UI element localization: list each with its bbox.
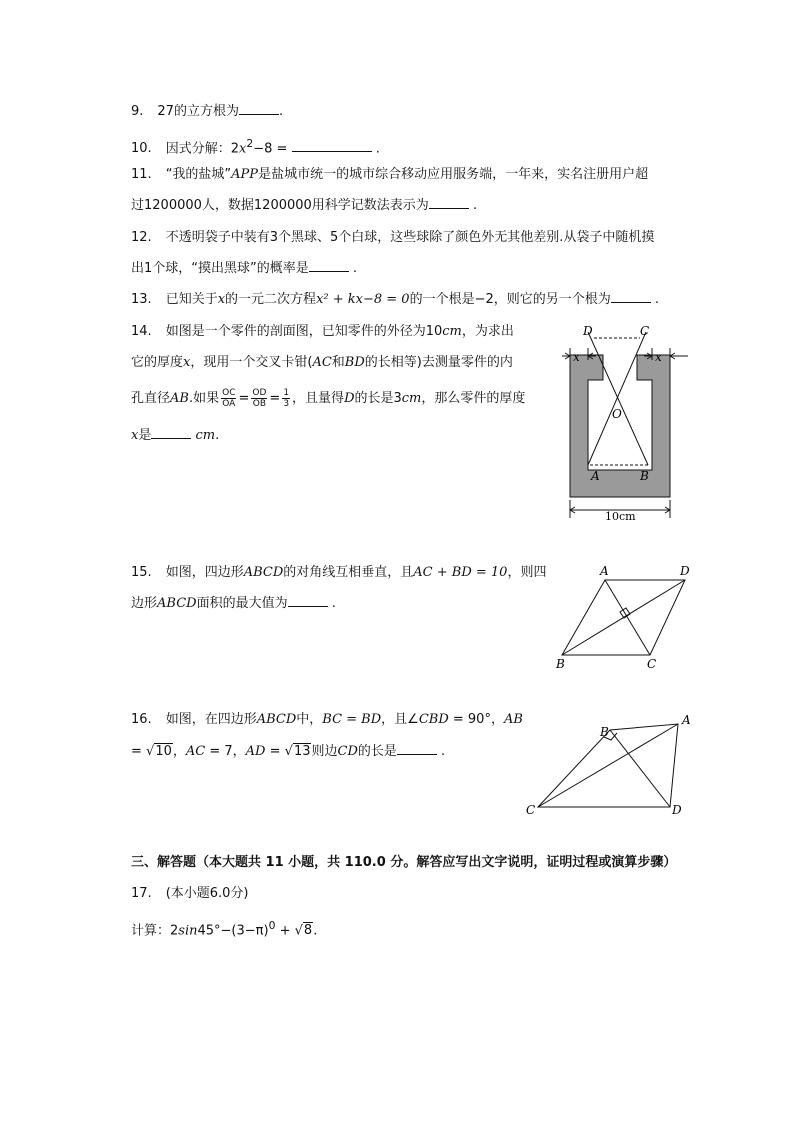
label-b: B <box>640 469 649 483</box>
label-x-left: x <box>573 350 580 364</box>
label-d: D <box>680 564 690 578</box>
fraction-od-ob: $\frac{OD}{OB}$ <box>252 388 267 409</box>
diagonal-bd <box>610 730 670 807</box>
question-15: 15. 如图，四边形ABCD的对角线互相垂直，且AC + BD = 10，则四 <box>131 565 547 580</box>
section-heading: 三、解答题（本大题共 11 小题，共 110.0 分。解答应写出文字说明，证明过程或演算步骤） <box>131 855 677 870</box>
label-b: B <box>600 725 609 739</box>
answer-blank <box>429 198 469 209</box>
label-d: D <box>583 324 593 338</box>
part-section <box>570 355 670 497</box>
answer-blank <box>288 596 328 607</box>
question-14-line-4: x是 cm. <box>131 428 220 443</box>
question-number: 9. <box>131 104 144 119</box>
label-b: B <box>556 657 565 671</box>
figure-quadrilateral-q15 <box>550 560 700 675</box>
question-14-line-2: 它的厚度x，现用一个交叉卡钳(AC和BD的长相等)去测量零件的内 <box>131 355 513 370</box>
fraction-oc-oa: $\frac{OC}{OA}$ <box>222 388 236 409</box>
question-13: 13. 已知关于x的一元二次方程x² + kx−8 = 0的一个根是−2，则它的另一个根为 . <box>131 292 660 307</box>
question-17-line-2: 计算：$2\sin 45^\circ-(3-\pi)^0 + √8$. <box>131 919 318 939</box>
question-10: 10. 因式分解：$2x^2-8$ = . <box>131 137 380 157</box>
label-a: A <box>591 469 600 483</box>
question-number: 14. <box>131 324 152 339</box>
figure-part-cross-section <box>560 320 700 525</box>
question-14-line-3: 孔直径AB.如果 $\frac{OC}{OA}$ = $\frac{OD}{OB}$ = $\frac{1}{3}$ ，且量得D的长是3cm，那么零件的厚度 <box>131 388 526 409</box>
question-number: 17. <box>131 886 152 901</box>
arrow <box>562 353 570 359</box>
label-c: C <box>526 803 536 817</box>
question-number: 12. <box>131 230 152 245</box>
label-width: 10cm <box>605 510 636 523</box>
diagonal-ac <box>605 580 650 655</box>
answer-blank <box>151 428 191 439</box>
answer-blank <box>239 104 279 115</box>
answer-blank <box>292 141 372 152</box>
fraction-one-third: $\frac{1}{3}$ <box>283 388 290 409</box>
label-a: A <box>682 713 691 727</box>
question-12-line-2: 出1个球，“摸出黑球”的概率是 . <box>131 261 358 276</box>
question-17: 17. (本小题6.0分) <box>131 886 249 901</box>
label-a: A <box>600 564 609 578</box>
label-d: D <box>672 803 682 817</box>
label-c: C <box>640 324 650 338</box>
arrow <box>670 353 688 359</box>
question-14: 14. 如图是一个零件的剖面图，已知零件的外径为10cm，为求出 <box>131 324 514 339</box>
question-number: 11. <box>131 167 152 182</box>
label-c: C <box>647 657 657 671</box>
answer-blank <box>397 744 437 755</box>
question-9: 9. 27的立方根为 . <box>131 104 284 119</box>
answer-blank <box>309 261 349 272</box>
question-15-line-2: 边形ABCD面积的最大值为 . <box>131 596 336 611</box>
figure-quadrilateral-q16 <box>520 710 700 820</box>
question-16-line-2: = √10，AC = 7，AD = √13则边CD的长是 . <box>131 744 446 759</box>
question-number: 10. <box>131 141 152 157</box>
question-12: 12. 不透明袋子中装有3个黑球、5个白球，这些球除了颜色外无其他差别.从袋子中随机摸 <box>131 230 655 245</box>
answer-blank <box>611 292 651 303</box>
label-o: O <box>612 407 622 421</box>
question-11: 11. “我的盐城”APP是盐城市统一的城市综合移动应用服务端，一年来，实名注册用户超 <box>131 167 649 182</box>
question-number: 13. <box>131 292 152 307</box>
question-number: 16. <box>131 712 152 727</box>
question-number: 15. <box>131 565 152 580</box>
question-16: 16. 如图，在四边形ABCD中，BC = BD，且∠CBD = 90°，AB <box>131 712 523 727</box>
question-11-line-2: 过1200000人，数据1200000用科学记数法表示为 . <box>131 198 478 213</box>
label-x-right: x <box>655 350 662 364</box>
